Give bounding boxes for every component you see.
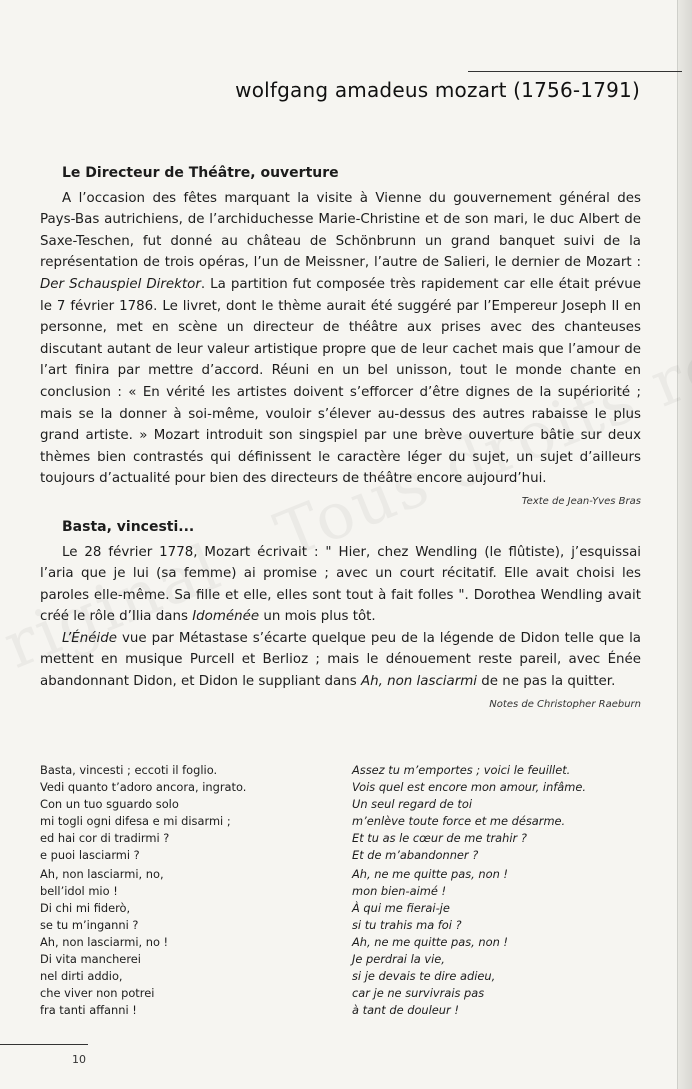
lyrics-italian-column <box>40 762 340 1019</box>
page-content <box>40 163 641 720</box>
lyric-line-it: Di vita mancherei <box>40 952 141 966</box>
lyric-line-it: che viver non potrei <box>40 986 155 1000</box>
credit-jean-yves-bras: Texte de Jean-Yves Bras <box>521 495 641 507</box>
lyric-line-fr: à tant de douleur ! <box>352 1003 459 1017</box>
lyric-line-it: nel dirti addio, <box>40 969 123 983</box>
work-title-eneide: L’Énéide <box>62 630 117 646</box>
lyric-line-fr: Assez tu m’emportes ; voici le feuillet. <box>352 763 571 777</box>
aria-title-ah-non-lasciarmi: Ah, non lasciarmi <box>360 674 477 690</box>
lyric-line-fr: si tu trahis ma foi ? <box>352 918 462 932</box>
lyric-line-it: ed hai cor di tradirmi ? <box>40 831 170 845</box>
lyric-line-fr: Ah, ne me quitte pas, non ! <box>352 935 508 949</box>
lyric-line-it: fra tanti affanni ! <box>40 1003 137 1017</box>
footer-rule <box>0 1044 88 1045</box>
lyric-line-it: e puoi lasciarmi ? <box>40 848 140 862</box>
scan-edge <box>677 0 692 1089</box>
lyric-line-fr: m’enlève toute force et me désarme. <box>352 814 566 828</box>
work-title-idomenee: Idoménée <box>192 609 260 625</box>
credit-christopher-raeburn: Notes de Christopher Raeburn <box>489 698 641 710</box>
section-heading-basta: Basta, vincesti... <box>62 518 195 535</box>
lyric-line-it: se tu m’inganni ? <box>40 918 139 932</box>
paragraph-basta-1: Le 28 février 1778, Mozart écrivait : " Hier, chez Wendling (le flûtiste), j’esquissai l’aria que je lui (sa femme) ai promise ; avec un court récitatif. Elle avait choisi les paroles elle-même. Sa fille et elle, elles sont tout à fait folles ". Dorothea Wendling avait créé le rôle d’Ilia dans Idoménée un mois plus tôt. <box>40 544 641 625</box>
lyric-line-fr: À qui me fierai-je <box>352 901 450 915</box>
lyrics-french-column <box>352 762 641 1019</box>
lyric-line-it: Ah, non lasciarmi, no ! <box>40 935 169 949</box>
composer-title: wolfgang amadeus mozart (1756-1791) <box>235 78 640 102</box>
lyric-line-it: Ah, non lasciarmi, no, <box>40 867 164 881</box>
lyric-line-fr: Ah, ne me quitte pas, non ! <box>352 867 508 881</box>
lyric-line-fr: Vois quel est encore mon amour, infâme. <box>352 780 587 794</box>
work-title-schauspiel-direktor: Der Schauspiel Direktor <box>40 276 201 292</box>
lyric-line-it: Basta, vincesti ; eccoti il foglio. <box>40 763 218 777</box>
header-rule <box>468 71 682 72</box>
lyric-line-fr: si je devais te dire adieu, <box>352 969 496 983</box>
lyric-line-fr: Je perdrai la vie, <box>352 952 445 966</box>
lyric-line-fr: Et tu as le cœur de me trahir ? <box>352 831 527 845</box>
paragraph-basta-2: L’Énéide vue par Métastase s’écarte quelque peu de la légende de Didon telle que la mettent en musique Purcell et Berlioz ; mais le dénouement reste pareil, avec Énée abandonnant Didon, et Didon le suppliant dans Ah, non lasciarmi de ne pas la quitter. <box>40 630 641 690</box>
lyric-line-it: mi togli ogni difesa e mi disarmi ; <box>40 814 231 828</box>
lyric-line-it: Vedi quanto t’adoro ancora, ingrato. <box>40 780 247 794</box>
section-heading-directeur: Le Directeur de Théâtre, ouverture <box>62 165 339 181</box>
lyric-line-it: Con un tuo sguardo solo <box>40 797 179 811</box>
lyric-line-fr: Un seul regard de toi <box>352 797 473 811</box>
lyric-line-it: Di chi mi fiderò, <box>40 901 131 915</box>
lyric-line-fr: car je ne survivrais pas <box>352 986 485 1000</box>
page-number: 10 <box>72 1053 86 1066</box>
lyric-line-fr: mon bien-aimé ! <box>352 884 447 898</box>
paragraph-directeur: A l’occasion des fêtes marquant la visite à Vienne du gouvernement général des Pays-Bas autrichiens, de l’archiduchesse Marie-Christine et de son mari, le duc Albert de Saxe-Teschen, fut donné au château de Schönbrunn un grand banquet suivi de la représentation de trois opéras, l’un de Meissner, l’autre de Salieri, le dernier de Mozart : Der Schauspiel Direktor. La partition fut composée très rapidement car elle était prévue le 7 février 1786. Le livret, dont le thème aurait été suggéré par l’Empereur Joseph II en personne, met en scène un directeur de théâtre aux prises avec des chanteuses discutant autant de leur valeur artistique propre que de leur cachet mais que l’amour de l’art finira par mettre d’accord. Réuni en un bel unisson, tout le monde chante en conclusion : « En vérité les artistes doivent s’efforcer d’être dignes de la supériorité ; mais se la donner à soi-même, vouloir s’élever au-dessus des autres rabaisse le plus grand artiste. » Mozart introduit son singspiel par une brève ouverture bâtie sur deux thèmes bien contrastés qui définissent le caractère léger du sujet, un sujet d’ailleurs toujours d’actualité pour bien des directeurs de théâtre encore aujourd’hui. <box>40 190 642 487</box>
lyric-line-fr: Et de m’abandonner ? <box>352 848 479 862</box>
lyric-line-it: bell’idol mio ! <box>40 884 118 898</box>
